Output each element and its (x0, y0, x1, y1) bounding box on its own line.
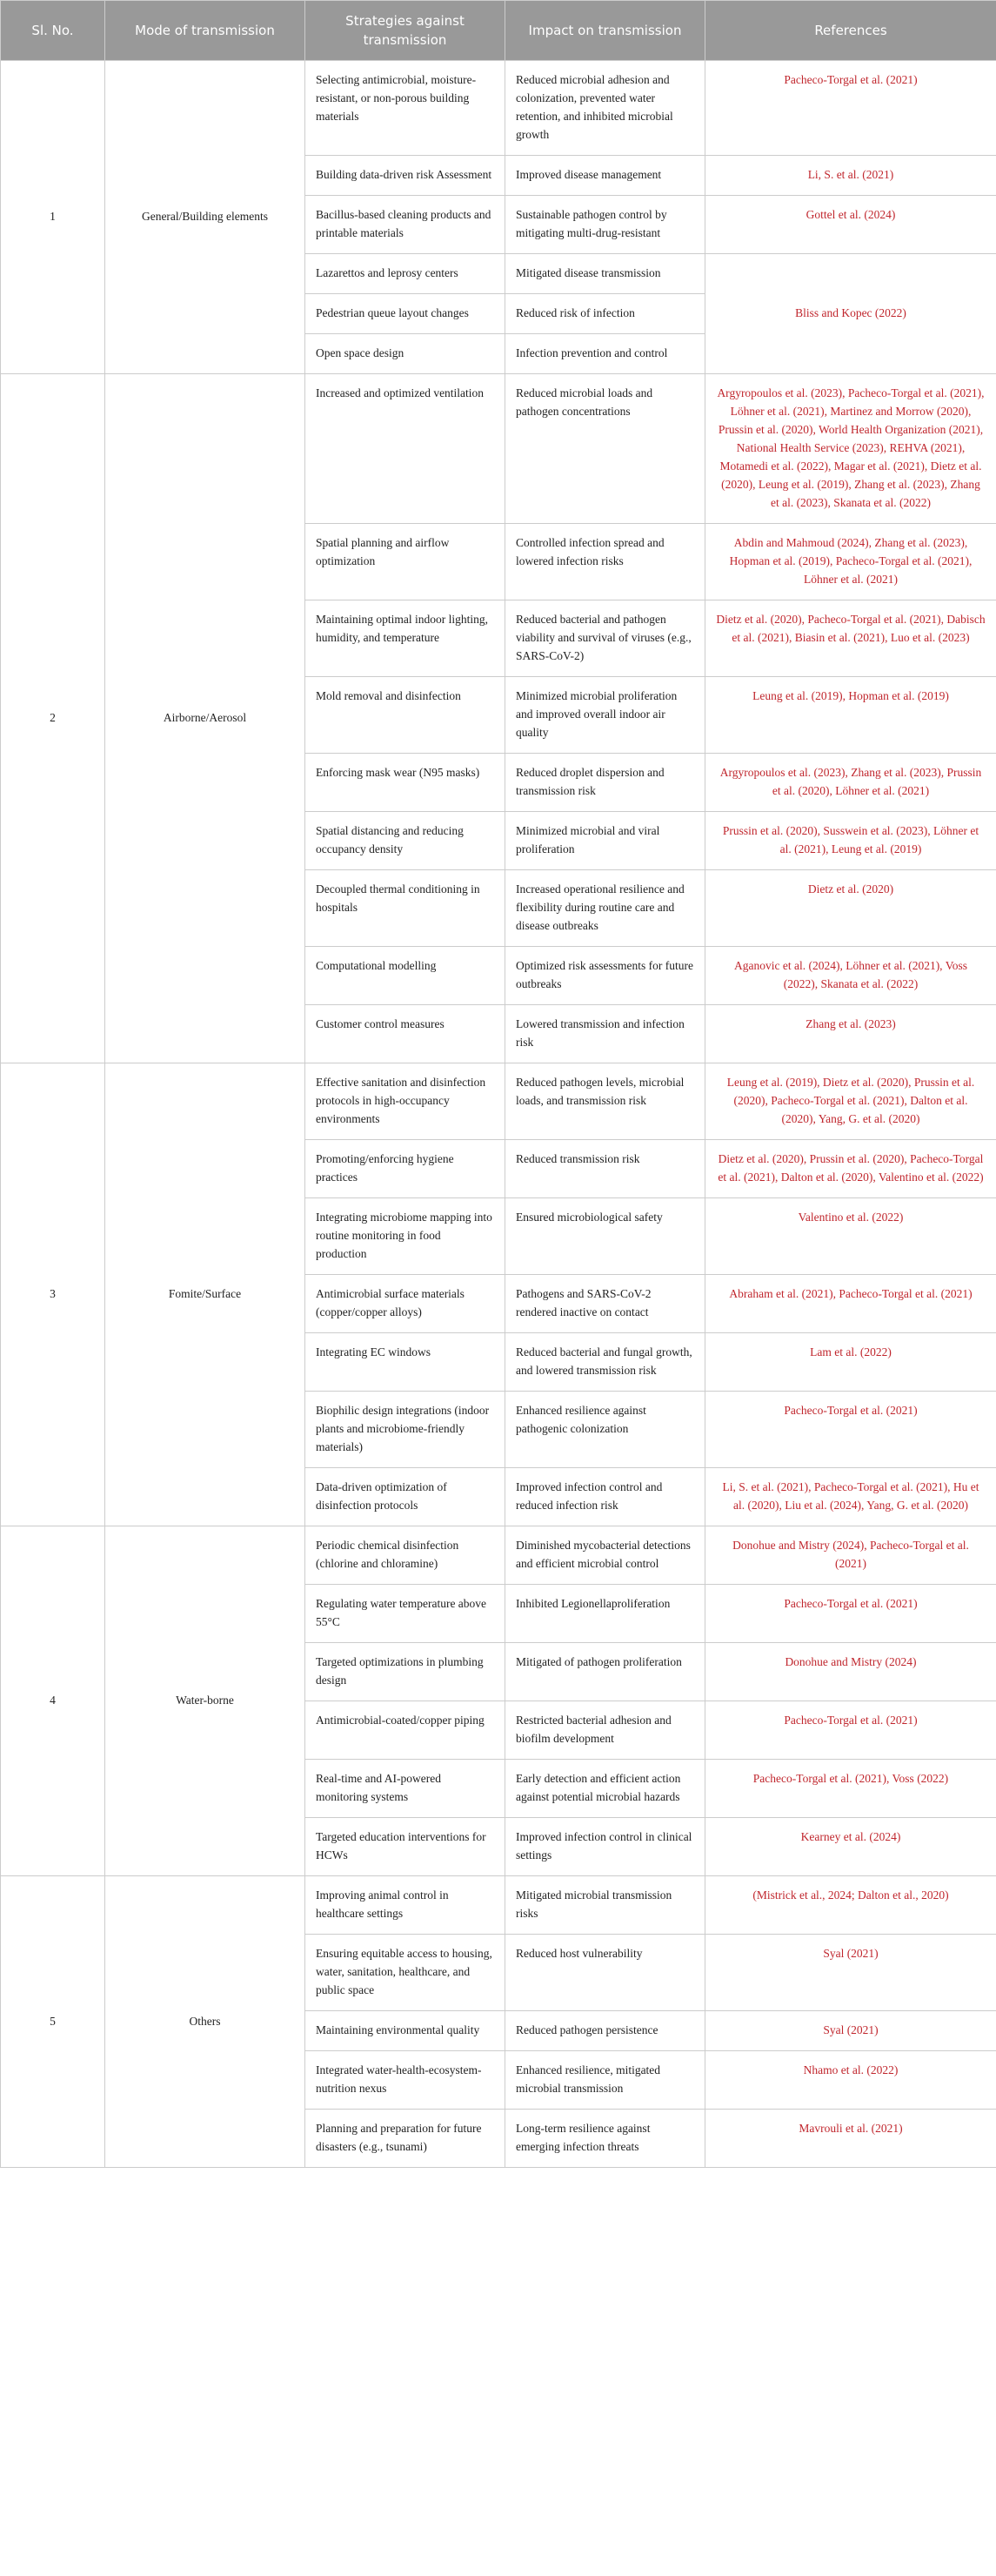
reference-cell: Gottel et al. (2024) (705, 196, 996, 254)
impact-cell: Minimized microbial and viral proliferation (505, 812, 705, 870)
reference-cell: Li, S. et al. (2021) (705, 156, 996, 196)
impact-cell: Enhanced resilience, mitigated microbial transmission (505, 2051, 705, 2110)
header-sl-no: Sl. No. (1, 1, 105, 61)
strategy-cell: Promoting/enforcing hygiene practices (305, 1140, 505, 1198)
header-references: References (705, 1, 996, 61)
reference-cell: Leung et al. (2019), Hopman et al. (2019) (705, 677, 996, 754)
impact-cell: Controlled infection spread and lowered infection risks (505, 524, 705, 600)
reference-cell: Dietz et al. (2020), Prussin et al. (2020), Pacheco-Torgal et al. (2021), Dalton et al. (2020), Valentino et al. (2022) (705, 1140, 996, 1198)
reference-cell: Pacheco-Torgal et al. (2021) (705, 1585, 996, 1643)
strategy-cell: Integrating microbiome mapping into routine monitoring in food production (305, 1198, 505, 1275)
reference-cell: Li, S. et al. (2021), Pacheco-Torgal et al. (2021), Hu et al. (2020), Liu et al. (2024), Yang, G. et al. (2020) (705, 1468, 996, 1526)
table-row (1, 1526, 996, 1585)
impact-cell: Pathogens and SARS-CoV-2 rendered inactive on contact (505, 1275, 705, 1333)
impact-cell: Diminished mycobacterial detections and efficient microbial control (505, 1526, 705, 1585)
reference-cell: Mavrouli et al. (2021) (705, 2110, 996, 2168)
reference-cell: Kearney et al. (2024) (705, 1818, 996, 1876)
strategy-cell: Mold removal and disinfection (305, 677, 505, 754)
reference-cell: Argyropoulos et al. (2023), Zhang et al. (2023), Prussin et al. (2020), Löhner et al. (2021) (705, 754, 996, 812)
reference-cell: Donohue and Mistry (2024) (705, 1643, 996, 1701)
strategy-cell: Ensuring equitable access to housing, water, sanitation, healthcare, and public space (305, 1935, 505, 2011)
table-row (1, 61, 996, 156)
table-row (1, 1876, 996, 1935)
impact-cell: Lowered transmission and infection risk (505, 1005, 705, 1063)
impact-cell: Mitigated microbial transmission risks (505, 1876, 705, 1935)
impact-cell: Improved infection control in clinical settings (505, 1818, 705, 1876)
strategy-cell: Integrated water-health-ecosystem-nutrition nexus (305, 2051, 505, 2110)
strategy-cell: Building data-driven risk Assessment (305, 156, 505, 196)
table-row (1, 374, 996, 524)
strategy-cell: Biophilic design integrations (indoor plants and microbiome-friendly materials) (305, 1392, 505, 1468)
strategy-cell: Selecting antimicrobial, moisture-resistant, or non-porous building materials (305, 61, 505, 156)
reference-cell: Leung et al. (2019), Dietz et al. (2020), Prussin et al. (2020), Pacheco-Torgal et al. (2021), Dalton et al. (2020), Yang, G. et al. (2020) (705, 1063, 996, 1140)
impact-cell: Reduced pathogen persistence (505, 2011, 705, 2051)
impact-cell: Optimized risk assessments for future outbreaks (505, 947, 705, 1005)
strategy-cell: Maintaining optimal indoor lighting, humidity, and temperature (305, 600, 505, 677)
reference-cell: Syal (2021) (705, 1935, 996, 2011)
strategy-cell: Pedestrian queue layout changes (305, 294, 505, 334)
impact-cell: Reduced host vulnerability (505, 1935, 705, 2011)
reference-cell: Syal (2021) (705, 2011, 996, 2051)
strategy-cell: Spatial distancing and reducing occupancy density (305, 812, 505, 870)
table-body (1, 61, 996, 2168)
impact-cell: Reduced risk of infection (505, 294, 705, 334)
strategy-cell: Open space design (305, 334, 505, 374)
strategy-cell: Real-time and AI-powered monitoring systems (305, 1760, 505, 1818)
reference-cell: Pacheco-Torgal et al. (2021), Voss (2022) (705, 1760, 996, 1818)
reference-cell: Dietz et al. (2020) (705, 870, 996, 947)
reference-cell: Argyropoulos et al. (2023), Pacheco-Torgal et al. (2021), Löhner et al. (2021), Martinez and Morrow (2020), Prussin et al. (2020), World Health Organization (2021), National Health Service (2023), REHVA (2021), Motamedi et al. (2022), Magar et al. (2021), Dietz et al. (2020), Leung et al. (2019), Zhang et al. (2023), Zhang et al. (2023), Skanata et al. (2022) (705, 374, 996, 524)
mode-cell: Fomite/Surface (105, 1063, 305, 1526)
strategy-cell: Antimicrobial surface materials (copper/copper alloys) (305, 1275, 505, 1333)
strategy-cell: Computational modelling (305, 947, 505, 1005)
strategy-cell: Data-driven optimization of disinfection protocols (305, 1468, 505, 1526)
impact-cell: Reduced bacterial and fungal growth, and lowered transmission risk (505, 1333, 705, 1392)
strategy-cell: Decoupled thermal conditioning in hospitals (305, 870, 505, 947)
strategy-cell: Bacillus-based cleaning products and printable materials (305, 196, 505, 254)
impact-cell: Mitigated disease transmission (505, 254, 705, 294)
strategy-cell: Improving animal control in healthcare settings (305, 1876, 505, 1935)
reference-cell: Lam et al. (2022) (705, 1333, 996, 1392)
impact-cell: Mitigated of pathogen proliferation (505, 1643, 705, 1701)
impact-cell: Early detection and efficient action against potential microbial hazards (505, 1760, 705, 1818)
impact-cell: Reduced microbial loads and pathogen concentrations (505, 374, 705, 524)
impact-cell: Enhanced resilience against pathogenic colonization (505, 1392, 705, 1468)
impact-cell: Long-term resilience against emerging infection threats (505, 2110, 705, 2168)
reference-cell: Abraham et al. (2021), Pacheco-Torgal et al. (2021) (705, 1275, 996, 1333)
sl-no-cell: 2 (1, 374, 105, 1063)
strategy-cell: Targeted optimizations in plumbing design (305, 1643, 505, 1701)
reference-cell: Pacheco-Torgal et al. (2021) (705, 61, 996, 156)
reference-cell: Prussin et al. (2020), Susswein et al. (2023), Löhner et al. (2021), Leung et al. (2019) (705, 812, 996, 870)
reference-cell: Zhang et al. (2023) (705, 1005, 996, 1063)
header-row (1, 1, 996, 61)
sl-no-cell: 3 (1, 1063, 105, 1526)
reference-cell: Abdin and Mahmoud (2024), Zhang et al. (2023), Hopman et al. (2019), Pacheco-Torgal et al. (2021), Löhner et al. (2021) (705, 524, 996, 600)
impact-cell: Reduced pathogen levels, microbial loads, and transmission risk (505, 1063, 705, 1140)
mode-cell: General/Building elements (105, 61, 305, 374)
reference-cell: Pacheco-Torgal et al. (2021) (705, 1701, 996, 1760)
strategy-cell: Regulating water temperature above 55°C (305, 1585, 505, 1643)
header-mode: Mode of transmission (105, 1, 305, 61)
strategy-cell: Customer control measures (305, 1005, 505, 1063)
impact-cell: Improved disease management (505, 156, 705, 196)
sl-no-cell: 4 (1, 1526, 105, 1876)
strategy-cell: Effective sanitation and disinfection protocols in high-occupancy environments (305, 1063, 505, 1140)
strategy-cell: Lazarettos and leprosy centers (305, 254, 505, 294)
strategy-cell: Integrating EC windows (305, 1333, 505, 1392)
reference-cell: Pacheco-Torgal et al. (2021) (705, 1392, 996, 1468)
strategy-cell: Maintaining environmental quality (305, 2011, 505, 2051)
impact-cell: Minimized microbial proliferation and improved overall indoor air quality (505, 677, 705, 754)
impact-cell: Reduced droplet dispersion and transmission risk (505, 754, 705, 812)
strategy-cell: Spatial planning and airflow optimization (305, 524, 505, 600)
strategy-cell: Planning and preparation for future disasters (e.g., tsunami) (305, 2110, 505, 2168)
impact-cell: Sustainable pathogen control by mitigating multi-drug-resistant (505, 196, 705, 254)
impact-cell: Infection prevention and control (505, 334, 705, 374)
sl-no-cell: 5 (1, 1876, 105, 2168)
strategy-cell: Periodic chemical disinfection (chlorine and chloramine) (305, 1526, 505, 1585)
strategy-cell: Increased and optimized ventilation (305, 374, 505, 524)
reference-cell: Donohue and Mistry (2024), Pacheco-Torgal et al. (2021) (705, 1526, 996, 1585)
reference-cell: Nhamo et al. (2022) (705, 2051, 996, 2110)
mode-cell: Water-borne (105, 1526, 305, 1876)
reference-cell: Aganovic et al. (2024), Löhner et al. (2021), Voss (2022), Skanata et al. (2022) (705, 947, 996, 1005)
strategy-cell: Targeted education interventions for HCWs (305, 1818, 505, 1876)
reference-cell: (Mistrick et al., 2024; Dalton et al., 2020) (705, 1876, 996, 1935)
impact-cell: Reduced bacterial and pathogen viability and survival of viruses (e.g., SARS-CoV-2) (505, 600, 705, 677)
mode-cell: Airborne/Aerosol (105, 374, 305, 1063)
strategy-cell: Enforcing mask wear (N95 masks) (305, 754, 505, 812)
impact-cell: Restricted bacterial adhesion and biofilm development (505, 1701, 705, 1760)
impact-cell: Reduced transmission risk (505, 1140, 705, 1198)
table-header (1, 1, 996, 61)
table-row (1, 1063, 996, 1140)
impact-cell: Inhibited Legionellaproliferation (505, 1585, 705, 1643)
impact-cell: Ensured microbiological safety (505, 1198, 705, 1275)
impact-cell: Improved infection control and reduced infection risk (505, 1468, 705, 1526)
sl-no-cell: 1 (1, 61, 105, 374)
strategy-cell: Antimicrobial-coated/copper piping (305, 1701, 505, 1760)
header-impact: Impact on transmission (505, 1, 705, 61)
reference-cell: Dietz et al. (2020), Pacheco-Torgal et al. (2021), Dabisch et al. (2021), Biasin et al. (2021), Luo et al. (2023) (705, 600, 996, 677)
reference-cell: Valentino et al. (2022) (705, 1198, 996, 1275)
header-strategies: Strategies against transmission (305, 1, 505, 61)
reference-cell: Bliss and Kopec (2022) (705, 254, 996, 374)
impact-cell: Reduced microbial adhesion and colonization, prevented water retention, and inhibited microbial growth (505, 61, 705, 156)
impact-cell: Increased operational resilience and flexibility during routine care and disease outbreaks (505, 870, 705, 947)
mode-cell: Others (105, 1876, 305, 2168)
